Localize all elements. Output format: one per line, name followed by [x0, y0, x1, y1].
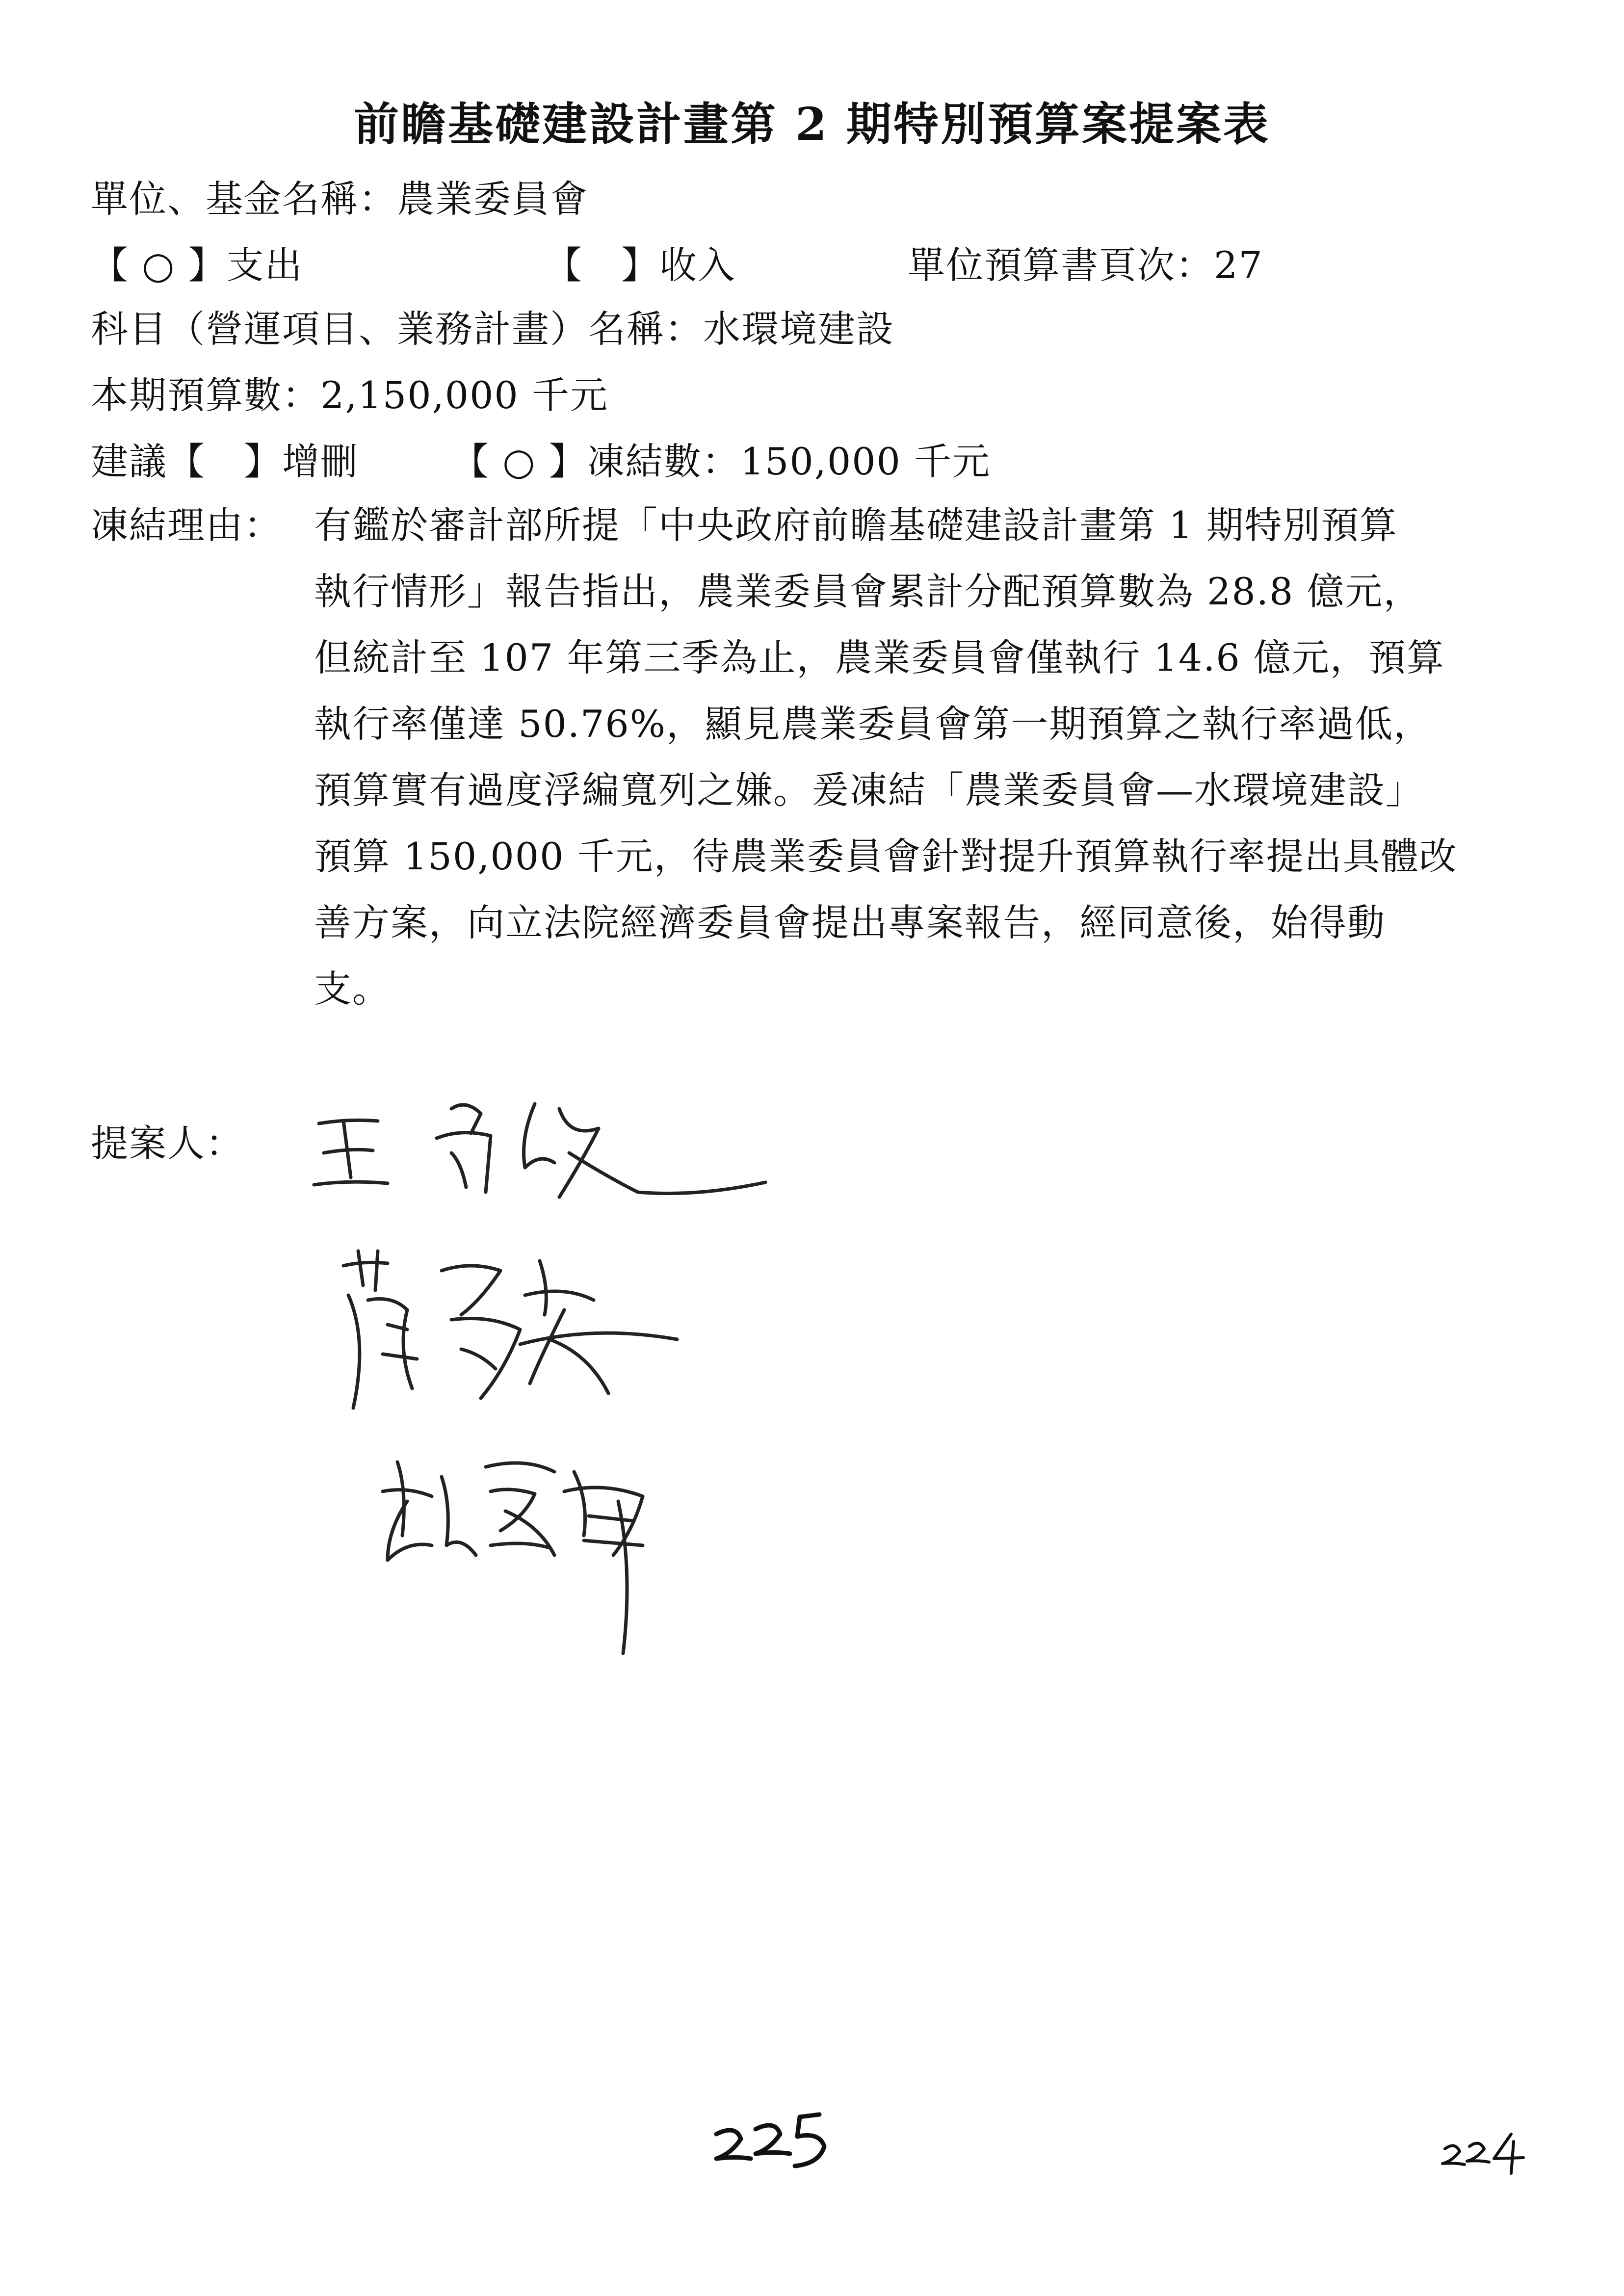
reason-line: 支。	[314, 967, 391, 1011]
document-title: 前瞻基礎建設計畫第 2 期特別預算案提案表	[353, 98, 1271, 151]
signature-1	[304, 1079, 795, 1226]
expense-option: 【 ○ 】支出	[91, 243, 303, 287]
unit-line: 單位、基金名稱：農業委員會	[91, 177, 588, 221]
proposer-label: 提案人：	[91, 1122, 244, 1165]
budget-line: 本期預算數：2,150,000 千元	[91, 373, 608, 417]
handwritten-page-number-225	[707, 2105, 864, 2178]
income-option: 【 】收入	[545, 243, 736, 287]
budget-book-page: 單位預算書頁次：27	[908, 243, 1263, 287]
signature-3	[378, 1447, 692, 1663]
reason-line: 但統計至 107 年第三季為止，農業委員會僅執行 14.6 億元，預算	[314, 636, 1445, 679]
suggest-freeze: 【 ○ 】凍結數：150,000 千元	[451, 440, 991, 483]
reason-line: 執行率僅達 50.76%，顯見農業委員會第一期預算之執行率過低，	[314, 702, 1432, 746]
freeze-reason-label: 凍結理由：	[91, 503, 282, 547]
reason-line: 預算 150,000 千元，待農業委員會針對提升預算執行率提出具體改	[314, 835, 1458, 878]
handwritten-page-number-224	[1438, 2124, 1536, 2178]
signature-2	[334, 1241, 687, 1428]
suggest-adjust: 建議【 】增刪	[91, 440, 359, 483]
subject-line: 科目（營運項目、業務計畫）名稱：水環境建設	[91, 307, 894, 351]
reason-line: 有鑑於審計部所提「中央政府前瞻基礎建設計畫第 1 期特別預算	[314, 503, 1398, 547]
reason-line: 善方案，向立法院經濟委員會提出專案報告，經同意後，始得動	[314, 901, 1386, 944]
reason-line: 預算實有過度浮編寬列之嫌。爰凍結「農業委員會—水環境建設」	[314, 768, 1424, 812]
reason-line: 執行情形」報告指出，農業委員會累計分配預算數為 28.8 億元，	[314, 570, 1422, 613]
